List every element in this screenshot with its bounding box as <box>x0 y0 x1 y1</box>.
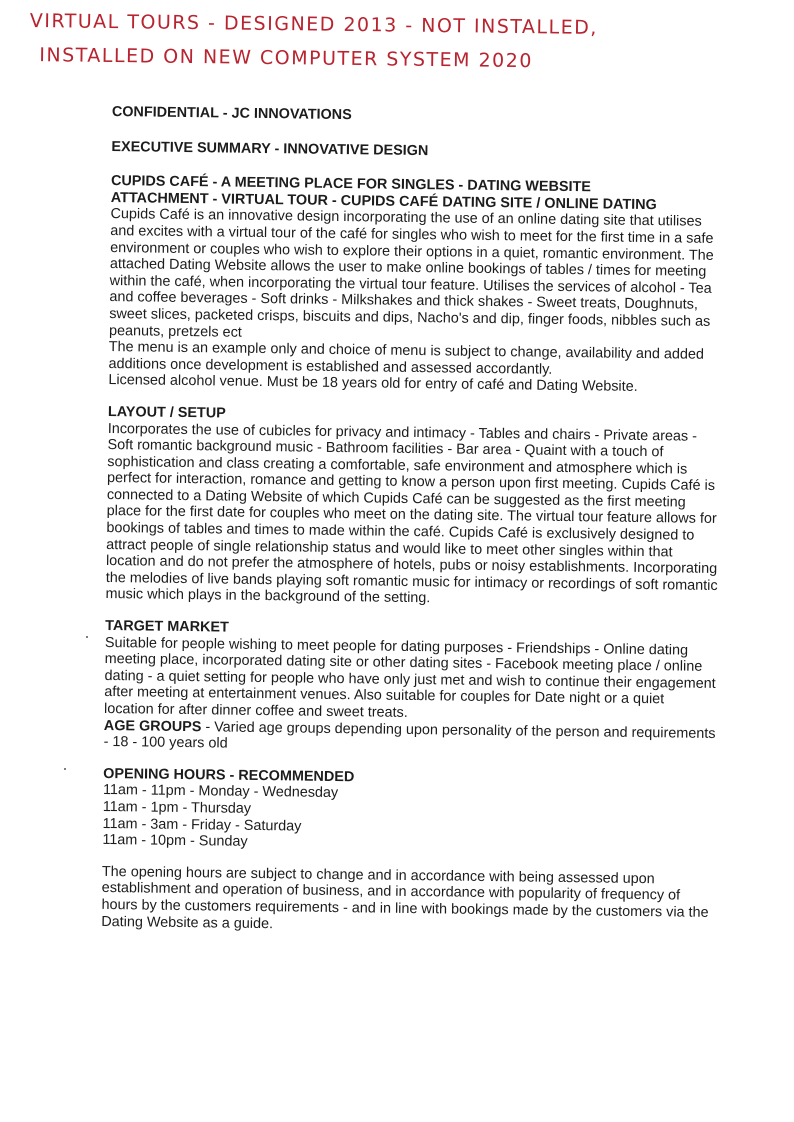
hours-line: 11am - 3am - Friday - Saturday <box>102 815 302 835</box>
annotation-line-2: INSTALLED ON NEW COMPUTER SYSTEM 2020 <box>39 44 534 73</box>
closing-paragraph: The opening hours are subject to change and in accordance with being assessed upon establishment and operation of business, and in accordance with popularity of frequency of hours by the customers requirements - and in line with bookings made by the customers via the Dating Website as a guide. <box>101 863 709 932</box>
age-groups-text: - Varied age groups depending upon personality of the person and requirements - 18 - 100 years old <box>103 718 716 752</box>
hours-line: 11am - 11pm - Monday - Wednesday <box>102 782 339 802</box>
licensed-note: Licensed alcohol venue. Must be 18 years old for entry of café and Dating Website. <box>108 372 638 396</box>
target-market-heading: TARGET MARKET <box>105 617 229 636</box>
title-line-2: ATTACHMENT - VIRTUAL TOUR - CUPIDS CAFÉ DATING SITE / ONLINE DATING <box>110 189 657 213</box>
annotation-line-1: VIRTUAL TOURS - DESIGNED 2013 - NOT INSTALLED, <box>29 9 598 39</box>
scan-speck <box>64 768 66 770</box>
menu-note: The menu is an example only and choice of menu is subject to change, availability and added additions once development is established and assessed accordantly. <box>108 339 705 378</box>
scan-speck <box>86 636 88 638</box>
hours-line: 11am - 10pm - Sunday <box>102 832 248 850</box>
executive-summary-heading: EXECUTIVE SUMMARY - INNOVATIVE DESIGN <box>111 138 429 159</box>
hours-line: 11am - 1pm - Thursday <box>102 798 252 817</box>
age-groups-label: AGE GROUPS <box>103 717 202 735</box>
handwritten-annotation <box>29 4 770 81</box>
intro-paragraph: Cupids Café is an innovative design incorporating the use of an online dating site that utilises and excites with a virtual tour of the café for singles who wish to meet for the first time in a safe environment or couples who wish to explore their options in a quiet, romantic environment. The attached Dating Website allows the user to make online bookings of tables / times for meeting within the café, when incorporating the virtual tour feature. Utilises the services of alcohol - Tea and coffee beverages - Soft drinks - Milkshakes and thick shakes - Sweet treats, Doughnuts, sweet slices, packeted crisps, biscuits and dips, Nacho's and dip, finger foods, nibbles such as peanuts, pretzels ect <box>108 206 714 341</box>
confidential-heading: CONFIDENTIAL - JC INNOVATIONS <box>111 104 352 124</box>
title-line-1: CUPIDS CAFÉ - A MEETING PLACE FOR SINGLES - DATING WEBSITE <box>110 173 592 196</box>
opening-hours-list <box>102 782 715 856</box>
document-body <box>101 104 724 938</box>
age-groups-paragraph <box>104 718 716 759</box>
opening-hours-heading: OPENING HOURS - RECOMMENDED <box>103 765 355 786</box>
layout-heading: LAYOUT / SETUP <box>107 403 226 422</box>
target-market-paragraph: Suitable for people wishing to meet people for dating purposes - Friendships - Online dating meeting place, incorporated dating site or other dating sites - Facebook meeting place / online dating - a quiet setting for people who have only just met and wish to continue their engagement after meeting at entertainment venues. Also suitable for couples for Date night or a quiet location for after dinner coffee and sweet treats. <box>103 634 716 721</box>
layout-paragraph: Incorporates the use of cubicles for privacy and intimacy - Tables and chairs - Private areas - Soft romantic background music - Bathroom facilities - Bar area - Quaint with a touch of sophistication and class creating a comfortable, safe environment and atmosphere which is perfect for interaction, romance and getting to know a person upon first meeting. Cupids Café is connected to a Dating Website of which Cupids Café can be suggested as the first meeting place for the first date for couples who meet on the dating site. The virtual tour feature allows for bookings of tables and times to made within the café. Cupids Café is exclusively designed to attract people of single relationship status and would like to meet other singles within that location and do not prefer the atmosphere of hotels, pubs or noisy establishments. Incorporating the melodies of live bands playing soft romantic music for intimacy or recordings of soft romantic music which plays in the background of the setting. <box>105 420 718 607</box>
